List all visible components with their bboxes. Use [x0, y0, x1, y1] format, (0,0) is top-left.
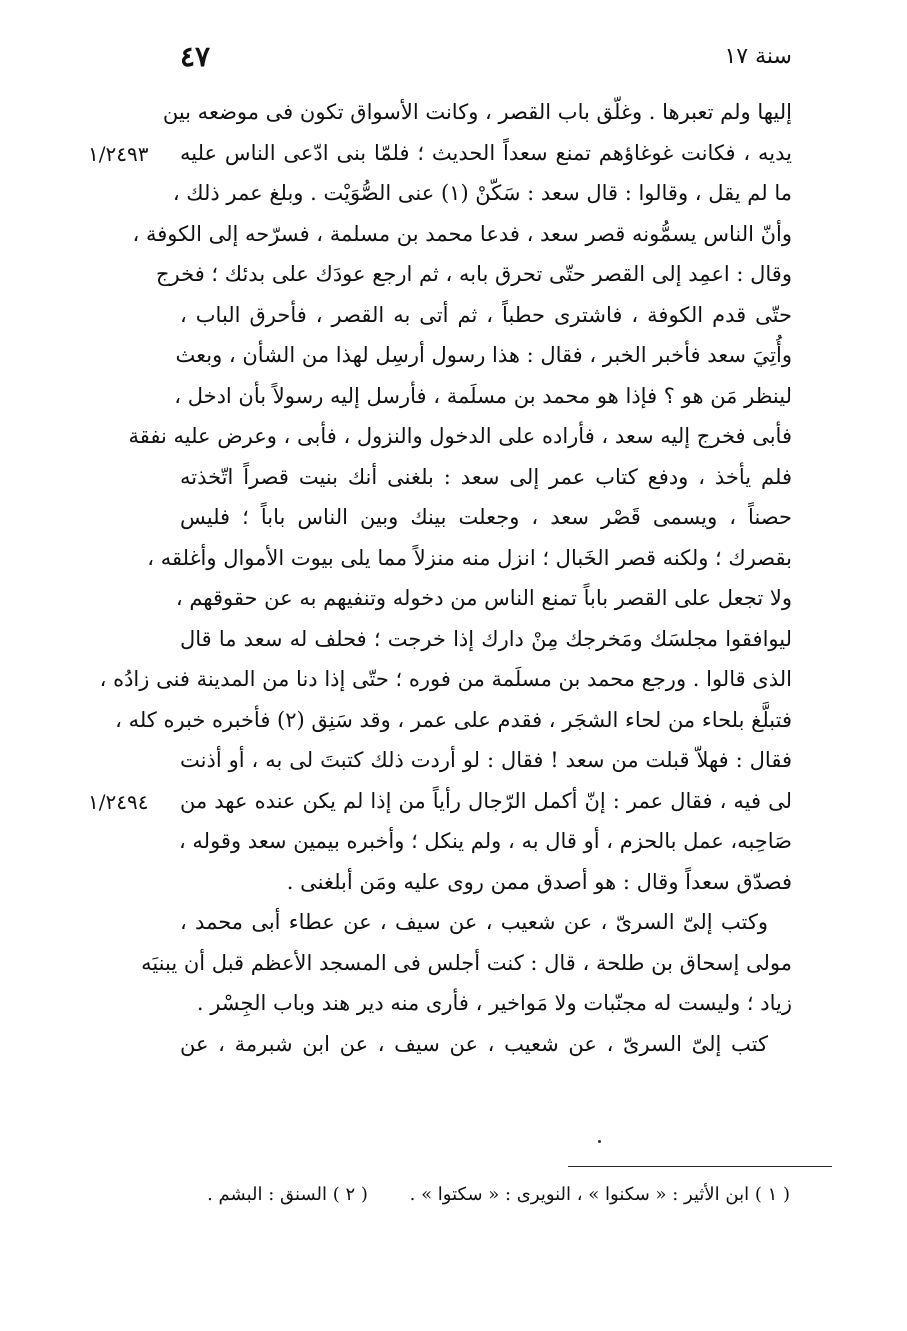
text-line: فأبى فخرج إليه سعد ، فأراده على الدخول والنزول ، فأبى ، وعرض عليه نفقة: [128, 424, 792, 448]
footnote-rule: [568, 1166, 832, 1167]
text-line: وأُتِيَ سعد فأخبر الخبر ، فقال : هذا رسول أرسِل لهذا من الشأن ، وبعث: [175, 343, 792, 367]
text-line: وأنّ الناس يسمُّونه قصر سعد ، فدعا محمد بن مسلمة ، فسرّحه إلى الكوفة ،: [132, 221, 792, 246]
footnote: ( ٢ ) السنق : البشم .: [207, 1184, 368, 1205]
text-line: يديه ، فكانت غوغاؤهم تمنع سعداً الحديث ؛ فلمّا بنى ادّعى الناس عليه: [180, 140, 792, 165]
text-line: حصناً ، ويسمى قَصْر سعد ، وجعلت بينك وبين الناس باباً ؛ فليس: [180, 505, 792, 529]
margin-note: ١/٢٤٩٤: [88, 790, 149, 814]
text-line: فصدّق سعداً وقال : هو أصدق ممن روى عليه ومَن أبلغنى .: [286, 869, 792, 894]
text-line: الذى قالوا . ورجع محمد بن مسلَمة من فوره ؛ حتّى إذا دنا من المدينة فنى زادُه ،: [99, 667, 792, 691]
text-line: فقال : فهلاّ قبلت من سعد ! فقال : لو أردت ذلك كتبتَ لى به ، أو أذنت: [180, 748, 792, 772]
print-speck: [598, 1140, 601, 1143]
text-line: ولا تجعل على القصر باباً تمنع الناس من دخوله وتنفيهم به عن حقوقهم ،: [175, 586, 792, 610]
text-line: زياد ؛ وليست له مجنّبات ولا مَواخير ، فأرى منه دير هند وباب الجِسْر .: [196, 991, 792, 1015]
text-line: فتبلَّغ بلحاء من لحاء الشجَر ، فقدم على عمر ، وقد سَنِق (٢) فأخبره خبره كله ،: [115, 707, 792, 732]
text-line: فلم يأخذ ، ودفع كتاب عمر إلى سعد : بلغنى أنك بنيت قصراً اتّخذته: [180, 464, 792, 489]
footnotes: [150, 1184, 790, 1205]
text-line: وكتب إلىّ السرىّ ، عن شعيب ، عن سيف ، عن عطاء أبى محمد ،: [180, 910, 768, 934]
footnote: ( ١ ) ابن الأثير : « سكنوا » ، النويرى : « سكتوا » .: [409, 1184, 790, 1205]
text-line: ليوافقوا مجلسَك ومَخرجك مِنْ دارك إذا خرجت ؛ فحلف له سعد ما قال: [180, 626, 792, 651]
page-number: ٤٧: [180, 40, 211, 73]
text-line: ما لم يقل ، وقالوا : قال سعد : سَكّنْ (١) عنى الصُّوَيْت . وبلغ عمر ذلك ،: [172, 181, 792, 205]
text-line: كتب إلىّ السرىّ ، عن شعيب ، عن سيف ، عن ابن شبرمة ، عن: [180, 1031, 768, 1056]
text-line: مولى إسحاق بن طلحة ، قال : كنت أجلس فى المسجد الأعظم قبل أن يبنيَه: [141, 950, 792, 975]
text-line: وقال : اعمِد إلى القصر حتّى تحرق بابه ، ثم ارجع عودَك على بدئك ؛ فخرج: [156, 262, 792, 286]
margin-note: ١/٢٤٩٣: [88, 142, 149, 166]
text-line: حتّى قدم الكوفة ، فاشترى حطباً ، ثم أتى به القصر ، فأحرق الباب ،: [180, 302, 792, 327]
text-line: صَاحِبه، عمل بالحزم ، أو قال به ، ولم ينكل ؛ وأخبره بيمين سعد وقوله ،: [178, 829, 792, 853]
page-header: [180, 40, 792, 80]
text-line: بقصرك ؛ ولكنه قصر الخَبال ؛ انزل منه منزلاً مما يلى بيوت الأموال وأغلقه ،: [147, 545, 792, 570]
running-head: سنة ١٧: [724, 44, 792, 69]
text-line: لى فيه ، فقال عمر : إنّ أكمل الرّجال رأياً من إذا لم يكن عنده عهد من: [180, 788, 792, 813]
text-line: إليها ولم تعبرها . وغلّق باب القصر ، وكانت الأسواق تكون فى موضعه بين: [162, 100, 792, 124]
text-line: لينظر مَن هو ؟ فإذا هو محمد بن مسلَمة ، فأرسل إليه رسولاً بأن ادخل ،: [174, 383, 792, 408]
